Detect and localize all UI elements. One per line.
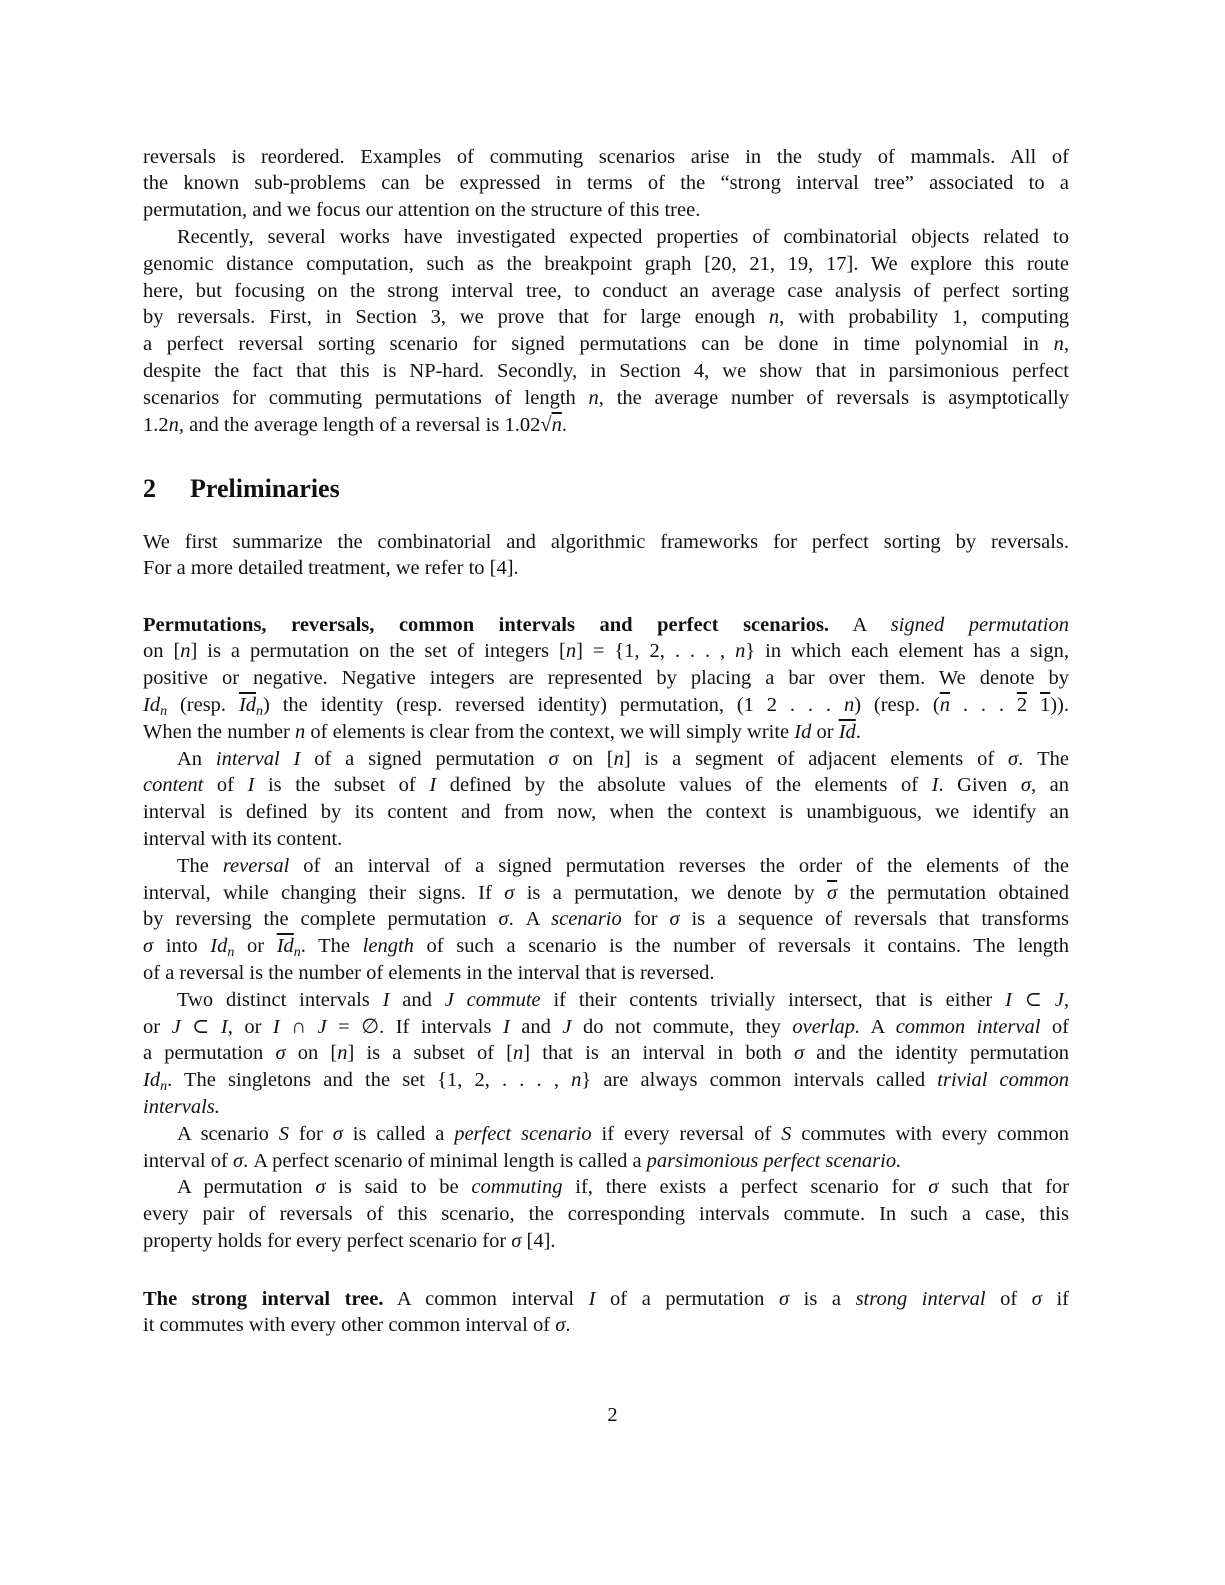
text-run: } are always common intervals called bbox=[581, 1069, 938, 1092]
math-or-emphasis: $\overline{Id}$ bbox=[238, 693, 257, 716]
math-or-emphasis: I bbox=[220, 1015, 228, 1038]
math-or-emphasis: n bbox=[513, 1042, 524, 1065]
text-run: (resp. bbox=[167, 693, 239, 716]
text-line bbox=[143, 304, 1069, 331]
text-run: is a bbox=[789, 1287, 856, 1310]
text-run: ] is a segment of adjacent elements of bbox=[623, 747, 1009, 770]
math-or-emphasis: σ bbox=[315, 1176, 326, 1199]
text-run: , or bbox=[227, 1015, 273, 1038]
text-run: A bbox=[829, 613, 891, 636]
text-line bbox=[143, 385, 1069, 412]
text-line bbox=[143, 1067, 1069, 1094]
math-or-emphasis: I bbox=[382, 988, 390, 1011]
math-or-emphasis: n bbox=[843, 693, 855, 716]
math-or-emphasis: length bbox=[362, 935, 414, 958]
text-line bbox=[143, 555, 1069, 582]
text-run: and bbox=[509, 1015, 563, 1038]
text-line bbox=[143, 1312, 1069, 1339]
text-line bbox=[143, 1174, 1069, 1201]
text-run: it commutes with every other common interval of bbox=[143, 1314, 556, 1337]
math-or-emphasis: σ bbox=[669, 908, 680, 931]
text-run: . Given bbox=[938, 774, 1021, 797]
text-run: 1.2 bbox=[143, 413, 169, 436]
text-run: . bbox=[565, 1314, 571, 1337]
text-line bbox=[143, 1286, 1069, 1313]
text-line bbox=[143, 746, 1069, 773]
text-line bbox=[143, 906, 1069, 933]
text-line bbox=[143, 197, 1069, 224]
math-or-emphasis: σ bbox=[778, 1287, 790, 1310]
text-run: } in which each element has a sign, bbox=[745, 640, 1070, 663]
text-run: ] = {1, 2, . . . , bbox=[576, 640, 736, 663]
run-in-heading: The strong interval tree. bbox=[143, 1287, 384, 1310]
text-run: = ∅. If intervals bbox=[326, 1015, 503, 1038]
text-run: permutation, and we focus our attention on the structure of this tree. bbox=[143, 199, 701, 222]
math-or-emphasis: σ bbox=[504, 881, 515, 904]
math-or-emphasis: n bbox=[295, 720, 306, 743]
text-line bbox=[143, 880, 1069, 907]
math-or-emphasis: σ bbox=[555, 1314, 566, 1337]
math-or-emphasis: J bbox=[317, 1015, 327, 1038]
text-line bbox=[143, 638, 1069, 665]
math-or-emphasis: σ bbox=[232, 1149, 244, 1172]
math-or-emphasis: I bbox=[272, 1015, 280, 1038]
text-run: A bbox=[860, 1015, 896, 1038]
text-run: or bbox=[234, 935, 277, 958]
text-line bbox=[143, 612, 1069, 639]
text-run: if, there exists a perfect scenario for bbox=[562, 1176, 929, 1199]
text-run: or bbox=[811, 720, 839, 743]
text-line bbox=[143, 1121, 1069, 1148]
math-or-emphasis: n bbox=[1053, 333, 1064, 356]
text-run: . The bbox=[1018, 747, 1069, 770]
math-or-emphasis: I bbox=[1005, 988, 1012, 1011]
text-run: such that for bbox=[938, 1176, 1070, 1199]
text-run: A scenario bbox=[177, 1122, 279, 1145]
text-run: . A bbox=[508, 908, 552, 931]
math-or-emphasis: reversal bbox=[222, 854, 290, 877]
text-run: , an bbox=[1030, 774, 1069, 797]
text-run: of a reversal is the number of elements in the interval that is reversed. bbox=[143, 961, 715, 984]
text-run: )). bbox=[1050, 693, 1070, 716]
text-run: is a permutation, we denote by bbox=[514, 881, 828, 904]
math-or-emphasis: I bbox=[247, 774, 255, 797]
text-line bbox=[143, 412, 1069, 439]
text-run: a perfect reversal sorting scenario for signed permutations can be done in time polynomial in bbox=[143, 333, 1054, 356]
math-or-emphasis: $\overline{Id}$ bbox=[838, 720, 856, 743]
text-line bbox=[143, 772, 1069, 799]
text-run: A permutation bbox=[177, 1176, 316, 1199]
math-or-emphasis: scenario bbox=[551, 908, 622, 931]
text-run: of a signed permutation bbox=[300, 747, 549, 770]
text-line bbox=[143, 1201, 1069, 1228]
math-or-emphasis: n bbox=[168, 413, 179, 436]
math-or-emphasis: perfect scenario bbox=[454, 1122, 592, 1145]
math-or-emphasis: σ bbox=[143, 935, 154, 958]
math-or-emphasis: 1 bbox=[1039, 693, 1051, 716]
text-run: positive or negative. Negative integers are represented by placing a bar over them. We denote by bbox=[143, 667, 1069, 690]
math-or-emphasis: overlap. bbox=[792, 1015, 861, 1038]
text-line bbox=[143, 1148, 1069, 1175]
math-or-emphasis: n bbox=[293, 945, 301, 961]
math-or-emphasis: J bbox=[444, 988, 454, 1011]
text-line bbox=[143, 987, 1069, 1014]
text-run: interval with its content. bbox=[143, 827, 343, 850]
math-or-emphasis: n bbox=[571, 1069, 582, 1092]
math-or-emphasis: strong interval bbox=[855, 1287, 986, 1310]
text-run: of bbox=[985, 1287, 1032, 1310]
text-run: commutes with every common bbox=[791, 1122, 1069, 1145]
math-or-emphasis: n bbox=[227, 945, 235, 961]
text-run: on [ bbox=[285, 1042, 338, 1065]
math-or-emphasis: J bbox=[171, 1015, 181, 1038]
text-line bbox=[143, 170, 1069, 197]
text-run: here, but focusing on the strong interval tree, to conduct an average case analysis of perfect sorting bbox=[143, 279, 1069, 302]
text-run: if every reversal of bbox=[591, 1122, 782, 1145]
math-or-emphasis: n bbox=[588, 386, 599, 409]
math-or-emphasis: J bbox=[562, 1015, 572, 1038]
text-run: , bbox=[1063, 333, 1069, 356]
math-or-emphasis: Id bbox=[143, 1069, 161, 1092]
summary-paragraph bbox=[143, 529, 1069, 583]
page-number: 2 bbox=[607, 1404, 618, 1426]
text-line bbox=[143, 853, 1069, 880]
math-or-emphasis: σ bbox=[928, 1176, 939, 1199]
text-run: the known sub-problems can be expressed in terms of the “strong interval tree” associated to a bbox=[143, 172, 1069, 195]
math-or-emphasis: n bbox=[735, 640, 746, 663]
math-or-emphasis: n bbox=[160, 1079, 168, 1095]
text-run bbox=[454, 989, 467, 1011]
text-run: into bbox=[153, 935, 211, 958]
text-run: For a more detailed treatment, we refer to [4]. bbox=[143, 557, 519, 580]
math-or-emphasis: S bbox=[278, 1122, 290, 1145]
text-run: or bbox=[143, 1015, 172, 1038]
text-run: and the identity permutation bbox=[804, 1042, 1070, 1065]
text-run: , and the average length of a reversal is 1.02√ bbox=[178, 413, 552, 436]
text-run: ) (resp. ( bbox=[854, 693, 940, 716]
text-run: The bbox=[177, 854, 223, 877]
math-or-emphasis: signed permutation bbox=[890, 613, 1069, 636]
text-run: do not commute, they bbox=[571, 1015, 793, 1038]
text-run: on [ bbox=[558, 747, 614, 770]
text-run: on [ bbox=[143, 640, 181, 663]
text-run: ⊂ bbox=[180, 1015, 221, 1038]
math-or-emphasis: n bbox=[180, 640, 191, 663]
text-run: of bbox=[1040, 1015, 1070, 1038]
text-run: . . . bbox=[949, 693, 1017, 716]
text-line bbox=[143, 529, 1069, 556]
text-run: We first summarize the combinatorial and algorithmic frameworks for perfect sorting by reversals. bbox=[143, 530, 1069, 553]
text-run bbox=[1027, 694, 1040, 716]
text-run: of a permutation bbox=[595, 1287, 779, 1310]
math-or-emphasis: σ bbox=[548, 747, 559, 770]
text-line bbox=[143, 331, 1069, 358]
text-run: ] is a permutation on the set of integers [ bbox=[190, 640, 566, 663]
math-or-emphasis: n bbox=[160, 703, 168, 719]
math-or-emphasis: $\overline{\sigma}$ bbox=[827, 881, 838, 904]
text-run: ⊂ bbox=[1011, 988, 1055, 1011]
math-or-emphasis: trivial common bbox=[937, 1069, 1069, 1092]
text-run: . The bbox=[300, 935, 363, 958]
math-or-emphasis: J bbox=[1054, 988, 1064, 1011]
text-run: interval is defined by its content and from now, when the context is unambiguous, we identify an bbox=[143, 801, 1069, 824]
math-or-emphasis: I bbox=[429, 774, 437, 797]
text-run: for bbox=[289, 1122, 333, 1145]
math-or-emphasis: $\overline{n}$ bbox=[939, 693, 950, 716]
text-run: . bbox=[855, 720, 861, 743]
text-run: ] that is an interval in both bbox=[523, 1042, 794, 1065]
text-run: of an interval of a signed permutation reverses the order of the elements of the bbox=[289, 854, 1069, 877]
text-run: When the number bbox=[143, 720, 295, 743]
text-run: of elements is clear from the context, we will simply write bbox=[305, 720, 795, 743]
text-line bbox=[143, 1040, 1069, 1067]
text-line bbox=[143, 799, 1069, 826]
strong-interval-tree-section bbox=[143, 1286, 1069, 1340]
text-run: the permutation obtained bbox=[837, 881, 1069, 904]
math-or-emphasis: common interval bbox=[895, 1015, 1041, 1038]
math-or-emphasis: 2 bbox=[1016, 693, 1028, 716]
text-run: . bbox=[561, 413, 567, 436]
text-line bbox=[143, 278, 1069, 305]
text-line bbox=[143, 665, 1069, 692]
text-run: if bbox=[1041, 1287, 1069, 1310]
math-or-emphasis: I bbox=[931, 774, 939, 797]
text-run: defined by the absolute values of the elements of bbox=[436, 774, 932, 797]
text-run: genomic distance computation, such as the breakpoint graph [20, 21, 19, 17]. We explore this route bbox=[143, 252, 1069, 275]
run-in-heading: Permutations, reversals, common intervals and perfect scenarios. bbox=[143, 613, 830, 636]
math-or-emphasis: I bbox=[502, 1015, 510, 1038]
text-run: is said to be bbox=[325, 1176, 472, 1199]
text-run: for bbox=[621, 908, 670, 931]
text-run: is a sequence of reversals that transforms bbox=[679, 908, 1069, 931]
text-line bbox=[143, 224, 1069, 251]
text-line bbox=[143, 960, 1069, 987]
text-run: is called a bbox=[342, 1122, 455, 1145]
math-or-emphasis: σ bbox=[498, 908, 509, 931]
math-or-emphasis: $\overline{Id}$ bbox=[276, 935, 294, 958]
math-or-emphasis: S bbox=[781, 1122, 792, 1145]
text-run: is the subset of bbox=[254, 774, 430, 797]
text-run: scenarios for commuting permutations of length bbox=[143, 386, 589, 409]
text-run: by reversing the complete permutation bbox=[143, 908, 499, 931]
math-or-emphasis: σ bbox=[793, 1042, 805, 1065]
math-or-emphasis: σ bbox=[511, 1229, 522, 1252]
math-or-emphasis: content bbox=[143, 774, 204, 797]
text-line bbox=[143, 358, 1069, 385]
math-or-emphasis: σ bbox=[1008, 747, 1019, 770]
text-line bbox=[143, 933, 1069, 960]
math-or-emphasis: n bbox=[256, 703, 264, 719]
text-line bbox=[143, 1014, 1069, 1041]
math-or-emphasis: n bbox=[337, 1042, 348, 1065]
text-run: reversals is reordered. Examples of commuting scenarios arise in the study of mammals. All of bbox=[143, 145, 1069, 168]
text-run: . A perfect scenario of minimal length is called a bbox=[243, 1149, 647, 1172]
text-run: a permutation bbox=[143, 1042, 276, 1065]
permutations-section bbox=[143, 612, 1069, 1255]
math-or-emphasis: n bbox=[551, 413, 562, 436]
text-run: Recently, several works have investigated expected properties of combinatorial objects related to bbox=[177, 225, 1069, 248]
math-or-emphasis: Id bbox=[794, 720, 812, 743]
math-or-emphasis: commuting bbox=[471, 1176, 563, 1199]
text-run: of such a scenario is the number of reversals it contains. The length bbox=[413, 935, 1069, 958]
intro-paragraphs bbox=[143, 144, 1069, 439]
text-run: , with probability 1, computing bbox=[779, 306, 1069, 329]
math-or-emphasis: n bbox=[565, 640, 577, 663]
text-run: An bbox=[177, 747, 216, 770]
text-run: interval, while changing their signs. If bbox=[143, 881, 505, 904]
section-title: Preliminaries bbox=[190, 474, 340, 503]
text-run: A common interval bbox=[383, 1287, 589, 1310]
section-number: 2 bbox=[143, 474, 156, 503]
text-line bbox=[143, 251, 1069, 278]
text-run: by reversals. First, in Section 3, we prove that for large enough bbox=[143, 306, 769, 329]
math-or-emphasis: I bbox=[588, 1287, 596, 1310]
text-run: Two distinct intervals bbox=[177, 988, 383, 1011]
math-or-emphasis: n bbox=[613, 747, 624, 770]
math-or-emphasis: parsimonious perfect scenario. bbox=[646, 1149, 902, 1172]
math-or-emphasis: σ bbox=[1031, 1287, 1042, 1310]
math-or-emphasis: intervals. bbox=[143, 1095, 220, 1118]
text-run: every pair of reversals of this scenario, the corresponding intervals commute. In such a case, this bbox=[143, 1203, 1069, 1226]
math-or-emphasis: commute bbox=[466, 988, 541, 1011]
text-line bbox=[143, 826, 1069, 853]
section-heading bbox=[143, 474, 340, 504]
text-line bbox=[143, 719, 1069, 746]
math-or-emphasis: Id bbox=[143, 693, 161, 716]
text-line bbox=[143, 692, 1069, 719]
text-run: ∩ bbox=[279, 1015, 318, 1038]
text-run: of bbox=[203, 774, 248, 797]
text-line bbox=[143, 144, 1069, 171]
text-run: and bbox=[389, 988, 445, 1011]
math-or-emphasis: interval I bbox=[215, 747, 301, 770]
text-run: , bbox=[1063, 988, 1069, 1011]
text-run: interval of bbox=[143, 1149, 233, 1172]
math-or-emphasis: n bbox=[768, 306, 780, 329]
text-line bbox=[143, 1094, 1069, 1121]
math-or-emphasis: Id bbox=[210, 935, 228, 958]
text-run: if their contents trivially intersect, that is either bbox=[540, 988, 1006, 1011]
math-or-emphasis: σ bbox=[332, 1122, 343, 1145]
text-run: [4]. bbox=[521, 1229, 556, 1252]
text-run: , the average number of reversals is asymptotically bbox=[598, 386, 1070, 409]
text-run: despite the fact that this is NP-hard. Secondly, in Section 4, we show that in parsimonious perfect bbox=[143, 359, 1069, 382]
math-or-emphasis: σ bbox=[1020, 774, 1031, 797]
text-run: ] is a subset of [ bbox=[347, 1042, 514, 1065]
text-run: property holds for every perfect scenario for bbox=[143, 1229, 512, 1252]
text-run: . The singletons and the set {1, 2, . . . , bbox=[167, 1069, 572, 1092]
text-line bbox=[143, 1228, 1069, 1255]
text-run: ) the identity (resp. reversed identity) permutation, (1 2 . . . bbox=[263, 693, 844, 716]
math-or-emphasis: σ bbox=[275, 1042, 286, 1065]
